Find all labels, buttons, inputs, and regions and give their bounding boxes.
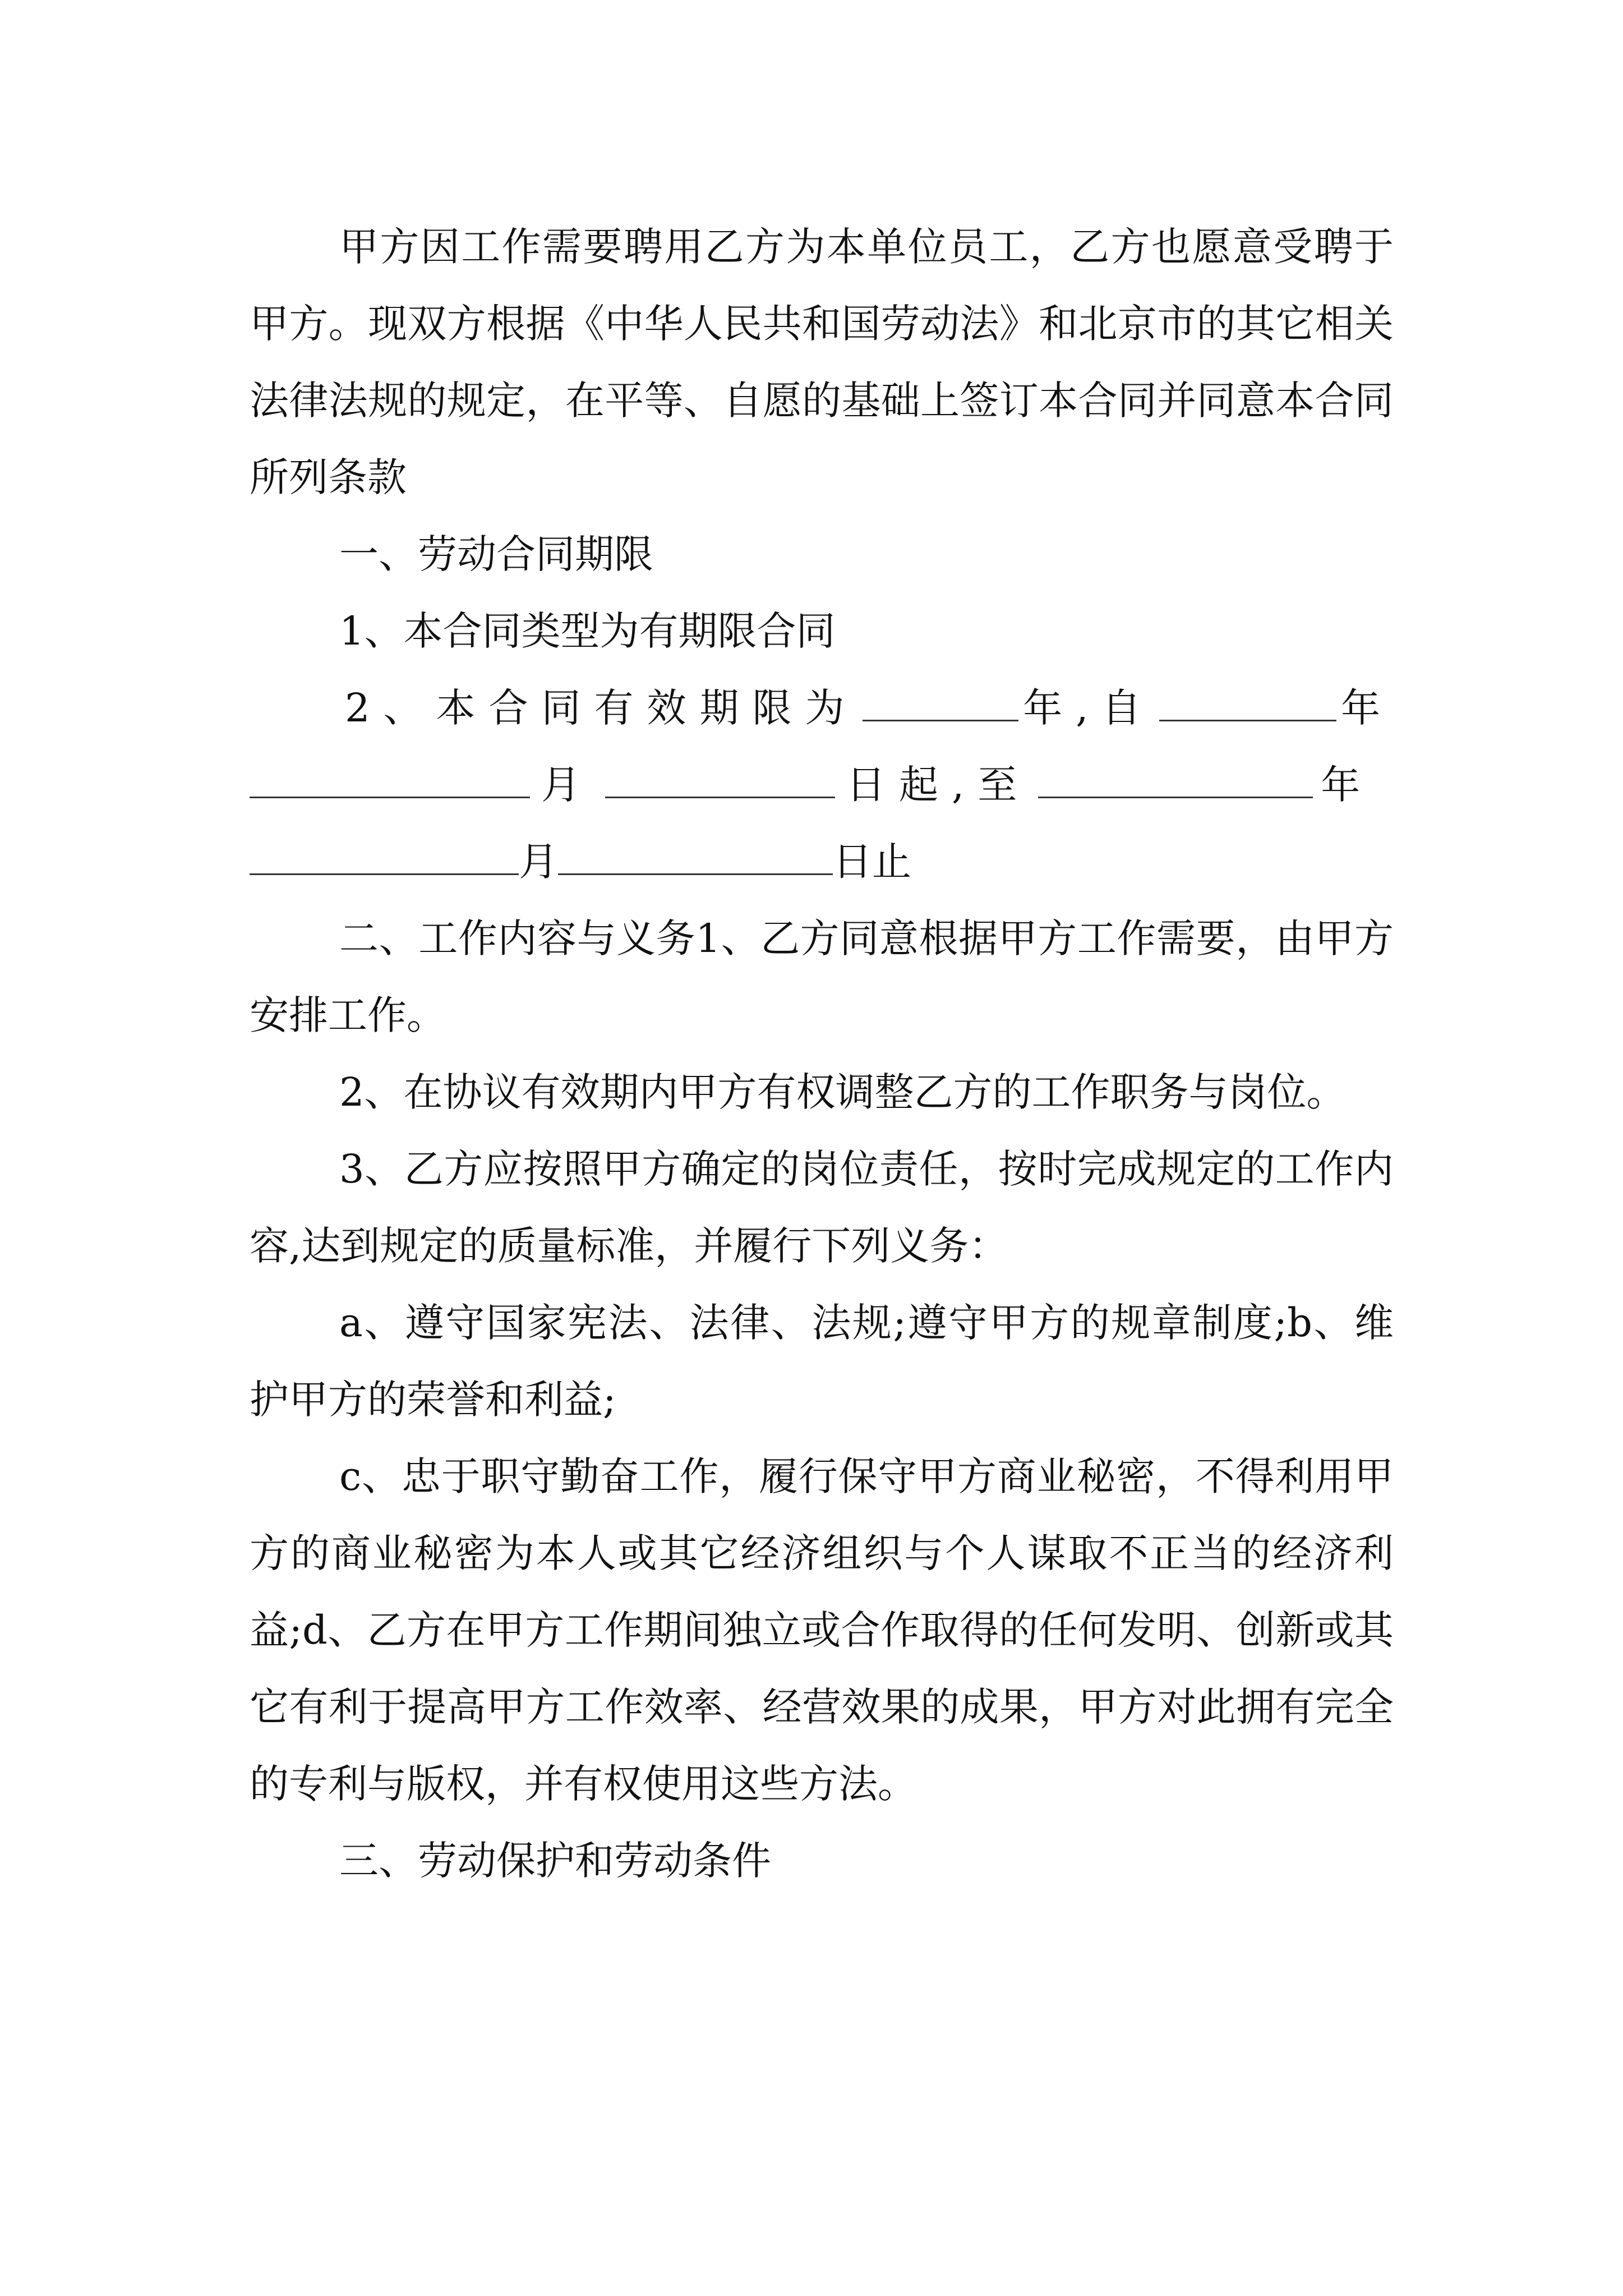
clause-contract-dates <box>250 670 1394 900</box>
clause-adjust-position: 2、在协议有效期内甲方有权调整乙方的工作职务与岗位。 <box>339 1069 1346 1115</box>
heading-contract-term: 一、劳动合同期限 <box>339 531 653 577</box>
dates-year-label: 年 <box>1341 685 1394 731</box>
clause-contract-type: 1、本合同类型为有期限合同 <box>339 608 836 654</box>
dates-year-from: 年,自 <box>1023 685 1155 731</box>
blank-years <box>863 685 1019 721</box>
blank-start-year <box>1159 685 1337 721</box>
blank-end-year <box>1038 762 1313 798</box>
clause-duty-c-d: c、忠于职守勤奋工作，履行保守甲方商业秘密，不得利用甲方的商业秘密为本人或其它经济组织与个人谋取不正当的经济利益;d、乙方在甲方工作期间独立或合作取得的任何发明、创新或其它有利于提高甲方工作效率、经营效果的成果，甲方对此拥有完全的专利与版权，并有权使用这些方法。 <box>250 1453 1394 1807</box>
document-body <box>250 209 1394 1899</box>
blank-start-day <box>605 762 835 798</box>
blank-end-month <box>250 839 519 875</box>
blank-start-month <box>250 762 530 798</box>
dates-day-to: 日止 <box>833 839 911 885</box>
clause-work-content: 二、工作内容与义务1、乙方同意根据甲方工作需要，由甲方安排工作。 <box>250 915 1394 1038</box>
heading-labor-protection: 三、劳动保护和劳动条件 <box>339 1838 771 1884</box>
dates-prefix: 2、本合同有效期限为 <box>345 685 858 731</box>
blank-end-day <box>558 839 833 875</box>
dates-month-label: 月 <box>541 762 594 808</box>
dates-year-end-label: 年 <box>1321 762 1374 808</box>
dates-month-end-label: 月 <box>519 839 558 885</box>
paragraph-preamble: 甲方因工作需要聘用乙方为本单位员工，乙方也愿意受聘于甲方。现双方根据《中华人民共和国劳动法》和北京市的其它相关法律法规的规定，在平等、自愿的基础上签订本合同并同意本合同所列条款 <box>250 224 1394 500</box>
clause-duty-a-b: a、遵守国家宪法、法律、法规;遵守甲方的规章制度;b、维护甲方的荣誉和利益; <box>250 1300 1394 1423</box>
dates-day-from: 日起,至 <box>846 762 1031 808</box>
clause-duties-intro: 3、乙方应按照甲方确定的岗位责任，按时完成规定的工作内容,达到规定的质量标准，并履行下列义务： <box>250 1146 1394 1269</box>
